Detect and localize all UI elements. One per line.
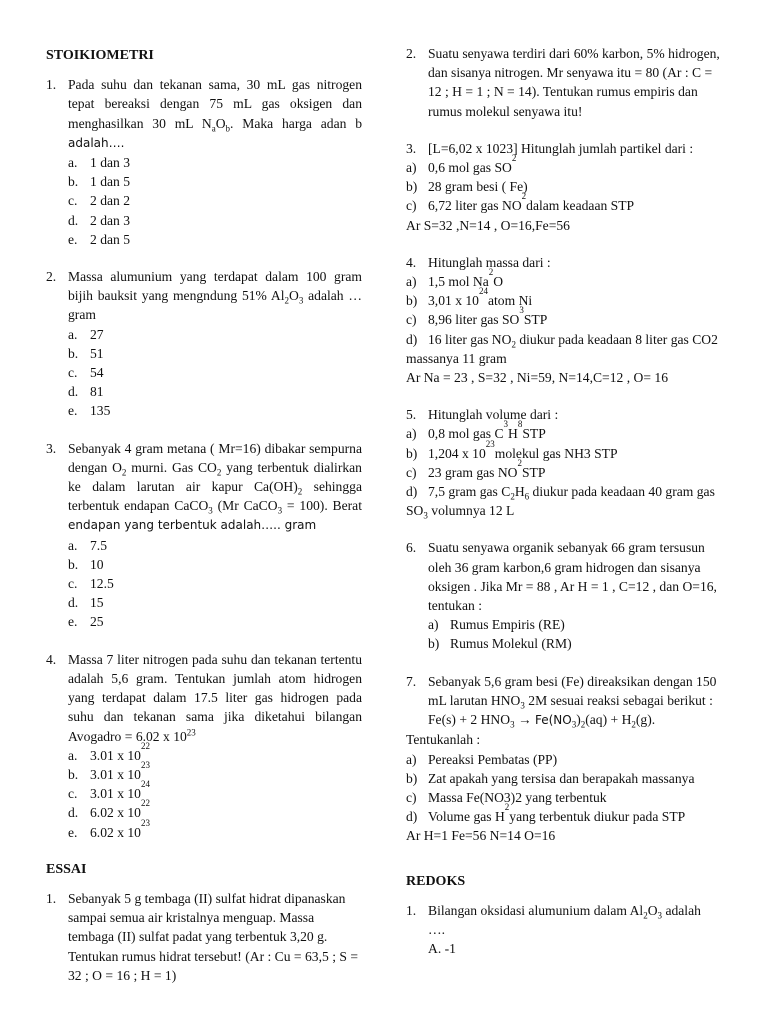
question-stem: [L=6,02 x 1023] Hitunglah jumlah partikel dari :: [428, 140, 694, 156]
option-label: d.: [68, 595, 79, 611]
option-text: 3.01 x 10: [90, 747, 141, 763]
question-stem: [68, 75, 362, 153]
question-stem: [68, 439, 362, 536]
atomic-mass-note: Ar H=1 Fe=56 N=14 O=16: [406, 828, 556, 844]
option-label: e.: [68, 614, 78, 630]
left-column: [46, 38, 362, 1003]
option-label: a.: [68, 155, 78, 171]
option-label: b.: [68, 174, 79, 190]
subscript: 3: [423, 510, 428, 521]
question-number: 2.: [46, 269, 57, 285]
option-label: c.: [68, 576, 78, 592]
question-number: 7.: [406, 673, 417, 689]
item: [406, 419, 728, 443]
item-label: a): [406, 426, 417, 442]
option-label: e.: [68, 231, 78, 247]
item-label: c): [406, 198, 417, 214]
question-stem: Suatu senyawa terdiri dari 60% karbon, 5% hidrogen, dan sisanya nitrogen. Mr senyawa itu = 80 (Ar : C = 12 ; H = 1 ; N = 14). Tentukan rumus empiris dan rumus molekul senyawa itu!: [428, 46, 720, 119]
question-3: [46, 439, 362, 632]
subscript: 2: [216, 467, 222, 478]
option-text: 27: [90, 326, 104, 342]
section-heading-essai: ESSAI: [46, 861, 87, 877]
item-label: b): [406, 179, 418, 195]
option: [68, 779, 362, 803]
subscript: 2: [521, 191, 527, 202]
atomic-mass-note: Ar Na = 23 , S=32 , Ni=59, N=14,C=12 , O= 16: [406, 370, 668, 386]
item: [406, 457, 728, 482]
option-label: e.: [68, 403, 78, 419]
superscript: 24: [140, 779, 150, 790]
item-label: b): [406, 445, 418, 461]
item-text: dalam keadaan STP: [526, 198, 635, 214]
item: [406, 482, 728, 520]
item-text: 7,5 gram gas C: [428, 484, 511, 500]
item: [406, 769, 728, 788]
superscript: 24: [478, 286, 488, 297]
subscript: 3: [510, 719, 515, 730]
subscript: 2: [121, 467, 127, 478]
subscript: 2: [580, 719, 586, 730]
stem-text: O: [289, 288, 299, 304]
item-text: 8,96 liter gas SO: [428, 312, 520, 328]
question-number: 2.: [406, 46, 417, 61]
item-text: diukur pada keadaan 8 liter gas CO2 massanya 11 gram: [406, 331, 718, 366]
stem-text: O: [647, 902, 658, 918]
subscript: 2: [511, 153, 517, 164]
stem-text: Pada suhu dan tekanan sama, 30 mL gas nitrogen tepat bereaksi dengan 75 mL gas oksigen dan menghasilkan 30 mL N: [68, 77, 362, 131]
superscript: 22: [140, 798, 150, 809]
item-text: yang terbentuk diukur pada STP: [509, 809, 686, 825]
item-text: STP: [523, 312, 548, 328]
item-text: Rumus Molekul (RM): [450, 636, 572, 652]
subscript: 2: [488, 267, 494, 278]
item-text: H: [508, 426, 518, 442]
subscript: a: [211, 123, 216, 134]
question-number: 6.: [406, 540, 417, 556]
option: [68, 740, 362, 765]
option-label: d.: [68, 805, 79, 821]
superscript: 23: [186, 726, 196, 737]
stem-text: Massa 7 liter nitrogen pada suhu dan tekanan tertentu adalah 5,6 gram. Tentukan jumlah atom hidrogen yang terdapat dalam 17.5 liter gas hidrogen pada suhu dan tekanan sama jika diketahui bilangan Avogadro = 6.02 x 10: [68, 651, 362, 744]
subscript: 3: [208, 505, 213, 516]
option-text: 51: [90, 345, 104, 361]
item-text: 28 gram besi ( Fe): [428, 179, 528, 195]
stem-text: O: [215, 115, 226, 131]
question-3-items: [406, 153, 728, 235]
item-text: STP: [522, 426, 546, 442]
option: [68, 817, 362, 842]
item-label: c): [406, 789, 417, 805]
stem-text: →: [514, 712, 535, 728]
subscript: 8: [517, 419, 523, 430]
essay-question-6: [406, 538, 728, 653]
item-label: c): [406, 312, 417, 328]
option: [68, 211, 362, 230]
option-text: 1 dan 5: [90, 174, 131, 190]
question-stem: [428, 901, 728, 920]
item-text: Volume gas H: [428, 809, 505, 825]
subscript: 2: [284, 295, 290, 306]
option: A. -1: [428, 941, 456, 957]
subscript: 2: [643, 910, 648, 921]
option-label: d.: [68, 212, 79, 228]
item: [406, 750, 728, 769]
item-text: O: [493, 274, 504, 290]
essay-question-3: [406, 139, 728, 158]
atomic-mass-note: Ar S=32 ,N=14 , O=16,Fe=56: [406, 217, 570, 233]
item-text: Massa Fe(NO3)2 yang terbentuk: [428, 789, 607, 805]
right-column: [406, 38, 728, 976]
subscript: 2: [510, 491, 515, 502]
option-label: c.: [68, 365, 78, 381]
question-5-items: [406, 419, 728, 521]
subscript: 2: [297, 486, 303, 497]
question-7-items: [406, 730, 728, 845]
stem-text: Sebanyak 5,6 gram besi (Fe) direaksikan dengan 150 mL larutan HNO: [428, 673, 717, 708]
question-4-items: [406, 267, 728, 387]
essay-question-4: [406, 253, 728, 272]
section-heading-redoks: REDOKS: [406, 873, 466, 889]
question-stem: Hitunglah volume dari :: [428, 407, 559, 423]
item-label: c): [406, 464, 417, 480]
question-2: [46, 267, 362, 421]
item: [406, 191, 728, 215]
superscript: 23: [140, 817, 150, 828]
item-text: 1,5 mol Na: [428, 274, 489, 290]
option-text: 25: [90, 614, 104, 630]
option: [68, 344, 362, 363]
stem-text: adalah….: [68, 135, 125, 150]
essay-question-5: [406, 405, 728, 424]
essay-question-2: [406, 44, 728, 121]
stem-text: sehingga terbentuk endapan CaCO: [68, 479, 362, 514]
stem-text: = 100). Berat: [282, 498, 362, 514]
option-text: 2 dan 3: [90, 212, 131, 228]
option-label: c.: [68, 193, 78, 209]
question-stem: Sebanyak 5 g tembaga (II) sulfat hidrat dipanaskan sampai semua air kristalnya menguap. Massa tembaga (II) sulfat padat yang terbentuk 3,20 g. Tentukan rumus hidrat tersebut! (Ar : Cu = 63,5 ; S = 32 ; O = 16 ; H = 1): [68, 890, 358, 983]
option-label: a.: [68, 326, 78, 342]
item-text: Pereaksi Pembatas (PP): [428, 751, 558, 767]
stem-continuation: ….: [428, 921, 445, 937]
option-text: 10: [90, 556, 104, 572]
superscript: 22: [140, 740, 150, 751]
item: [406, 153, 728, 177]
subscript: 2: [511, 339, 516, 350]
item-label: b): [406, 293, 418, 309]
stem-text: (g).: [635, 712, 656, 728]
essay-question-1: [46, 889, 362, 985]
question-number: 5.: [406, 407, 417, 423]
option: [68, 759, 362, 784]
superscript: 23: [140, 759, 150, 770]
item-text: STP: [521, 464, 546, 480]
option: [68, 612, 362, 631]
item-text: Rumus Empiris (RE): [450, 617, 565, 633]
subscript: 3: [277, 505, 283, 516]
stem-text: adalah: [662, 902, 701, 918]
option-label: a.: [68, 747, 78, 763]
question-stem: Hitunglah massa dari :: [428, 254, 551, 270]
item: [406, 267, 728, 291]
option: [68, 382, 362, 401]
redoks-question-1: [406, 901, 728, 959]
option: [68, 153, 362, 172]
item-text: volumnya 12 L: [427, 503, 515, 519]
question-number: 3.: [406, 140, 417, 156]
subscript: 3: [657, 910, 663, 921]
option-text: 135: [90, 403, 111, 419]
question-4: [46, 650, 362, 842]
option: [68, 536, 362, 555]
stem-text: adalah … gram: [68, 288, 362, 323]
stem-text: endapan yang terbentuk adalah….. gram: [68, 518, 317, 533]
item-text: molekul gas NH3 STP: [494, 445, 618, 461]
option-text: 15: [90, 595, 104, 611]
item-intro: Tentukanlah :: [406, 732, 481, 748]
stem-text: Massa alumunium yang terdapat dalam 100 gram bijih bauksit yang mengndung 51% Al: [68, 269, 362, 304]
item: [428, 615, 728, 634]
question-stem: Suatu senyawa organik sebanyak 66 gram tersusun oleh 36 gram karbon,6 gram hidrogen dan sisanya oksigen . Jika Mr = 88 , Ar H = 1 , C=12 , dan O=16, tentukan :: [428, 540, 717, 614]
item-label: a): [406, 751, 417, 767]
superscript: 23: [485, 438, 495, 449]
item-label: a): [406, 160, 417, 176]
stem-text: (aq) + H: [585, 712, 632, 728]
item-label: d): [406, 809, 418, 825]
item-text: diukur pada keadaan 40 gram gas SO: [406, 484, 715, 519]
option-text: 6.02 x 10: [90, 805, 141, 821]
subscript: 3: [571, 719, 577, 730]
item-text: 3,01 x 10: [428, 293, 479, 309]
question-stem: [428, 672, 728, 731]
option: [68, 325, 362, 344]
stem-text: Sebanyak 4 gram metana ( Mr=16) dibakar sempurna dengan O: [68, 440, 362, 475]
option-label: b.: [68, 766, 79, 782]
item: [428, 634, 728, 653]
option: [68, 574, 362, 593]
option-text: 6.02 x 10: [90, 824, 141, 840]
stem-text: yang terbentuk dialirkan ke dalam larutan air kapur Ca(OH): [68, 459, 362, 495]
subscript: 3: [519, 305, 524, 316]
subscript: 2: [631, 719, 636, 730]
item: [406, 788, 728, 807]
option-text: 2 dan 5: [90, 231, 131, 247]
item: [406, 177, 728, 196]
stem-text: 2M sesuai reaksi sebagai berikut : Fe(s) + 2 HNO: [428, 692, 713, 728]
subscript: 3: [520, 700, 525, 711]
option-text: 1 dan 3: [90, 155, 131, 171]
item-text: 0,8 mol gas C: [428, 426, 504, 442]
option-text: 7.5: [90, 537, 107, 553]
question-number: 3.: [46, 440, 57, 456]
item-text: 23 gram gas NO: [428, 464, 518, 480]
option-label: b.: [68, 556, 79, 572]
stem-text: . Maka harga adan b: [230, 115, 362, 131]
stem-text: Fe(NO: [534, 713, 572, 728]
item: [406, 305, 728, 329]
item-text: H: [514, 484, 525, 500]
subscript: b: [225, 123, 231, 134]
option-text: 54: [90, 365, 104, 381]
item: [406, 438, 728, 463]
item: [406, 330, 728, 368]
item-label: a): [428, 617, 439, 633]
option: [68, 593, 362, 612]
item-label: b): [428, 636, 440, 652]
question-1: [46, 75, 362, 249]
stem-text: murni. Gas CO: [126, 459, 217, 475]
stem-text: Bilangan oksidasi alumunium dalam Al: [428, 902, 644, 918]
option-label: b.: [68, 345, 79, 361]
subscript: 6: [524, 491, 530, 502]
item-text: 16 liter gas NO: [428, 331, 512, 347]
option: [68, 172, 362, 191]
option-text: 81: [90, 384, 104, 400]
item-text: Zat apakah yang tersisa dan berapakah massanya: [428, 770, 695, 786]
option-text: 3.01 x 10: [90, 786, 141, 802]
subscript: 3: [503, 419, 509, 430]
option-label: d.: [68, 384, 79, 400]
option: [68, 798, 362, 822]
question-number: 1.: [46, 77, 57, 93]
section-heading-stoikiometri: STOIKIOMETRI: [46, 48, 154, 63]
item-text: 0,6 mol gas SO: [428, 160, 512, 176]
option-text: 12.5: [90, 576, 114, 592]
question-number: 1.: [46, 890, 57, 906]
item-text: atom Ni: [487, 293, 533, 309]
question-number: 1.: [406, 902, 417, 918]
stem-text: (Mr CaCO: [212, 498, 278, 514]
option: [68, 401, 362, 420]
option-text: 2 dan 2: [90, 193, 131, 209]
option: [68, 555, 362, 574]
question-stem: [68, 650, 362, 746]
item-text: 1,204 x 10: [428, 445, 486, 461]
option: [68, 191, 362, 210]
item-label: b): [406, 770, 418, 786]
option-text: 3.01 x 10: [90, 766, 141, 782]
option-label: e.: [68, 824, 78, 840]
question-number: 4.: [46, 651, 57, 667]
item: [406, 286, 728, 310]
item-label: d): [406, 331, 418, 347]
subscript: 2: [504, 802, 510, 813]
question-stem: [68, 267, 362, 325]
question-number: 4.: [406, 254, 417, 270]
item: [406, 802, 728, 826]
subscript: 2: [517, 457, 522, 468]
option: [68, 363, 362, 382]
subscript: 3: [298, 295, 304, 306]
item-label: a): [406, 274, 417, 290]
item-label: d): [406, 484, 418, 500]
option-label: a.: [68, 537, 78, 553]
option-label: c.: [68, 786, 78, 802]
essay-question-7: [406, 672, 728, 731]
item-text: 6,72 liter gas NO: [428, 198, 522, 214]
option: [68, 230, 362, 249]
stem-text: ): [576, 712, 581, 728]
